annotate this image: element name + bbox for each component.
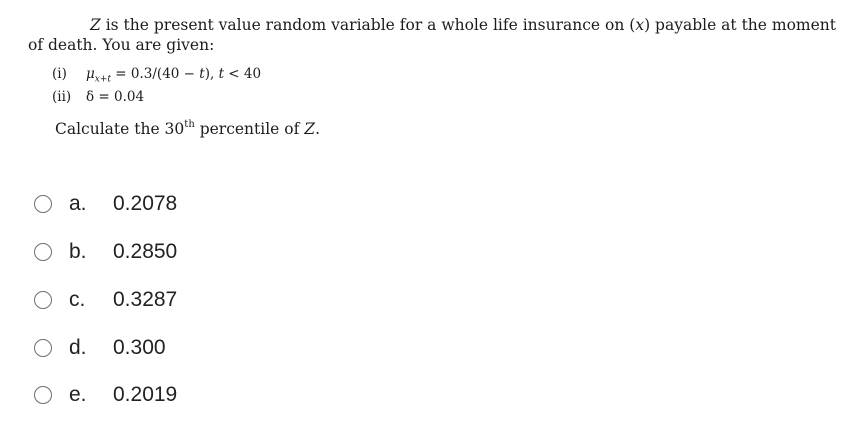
delta-value: δ = 0.04 bbox=[86, 89, 145, 105]
question-text-block bbox=[0, 0, 852, 150]
radio-button-icon[interactable] bbox=[34, 291, 52, 309]
option-d[interactable] bbox=[34, 333, 166, 363]
radio-button-icon[interactable] bbox=[34, 339, 52, 357]
option-a[interactable] bbox=[34, 189, 177, 219]
option-value: 0.2078 bbox=[113, 192, 178, 215]
given-number: (ii) bbox=[52, 89, 72, 105]
question-line-1: Z is the present value random variable for a whole life insurance on (x) payable at the moment bbox=[90, 16, 836, 34]
radio-button-icon[interactable] bbox=[34, 243, 52, 261]
option-value: 0.2019 bbox=[113, 383, 178, 406]
option-letter: d. bbox=[69, 336, 87, 359]
option-letter: c. bbox=[69, 288, 86, 311]
option-value: 0.2850 bbox=[113, 240, 178, 263]
question-prompt: Calculate the 30th percentile of Z. bbox=[55, 119, 320, 138]
variable-x: x bbox=[635, 16, 645, 34]
given-item-ii bbox=[52, 89, 144, 105]
given-item-i: (i) $\mu_{x+t} = 0.3/(40 - t)$, t < 40 bbox=[52, 66, 262, 85]
option-b[interactable] bbox=[34, 237, 177, 267]
option-value: 0.300 bbox=[113, 336, 166, 359]
question-line-2: of death. You are given: bbox=[28, 36, 215, 54]
option-e[interactable] bbox=[34, 380, 177, 410]
radio-button-icon[interactable] bbox=[34, 386, 52, 404]
option-letter: b. bbox=[69, 240, 87, 263]
variable-z: Z bbox=[90, 16, 101, 34]
mu-subscript: x+t bbox=[94, 74, 112, 85]
given-number: (i) bbox=[52, 66, 67, 82]
mu-symbol: μ bbox=[86, 66, 95, 82]
option-letter: e. bbox=[69, 383, 87, 406]
radio-button-icon[interactable] bbox=[34, 195, 52, 213]
option-letter: a. bbox=[69, 192, 87, 215]
option-value: 0.3287 bbox=[113, 288, 178, 311]
option-c[interactable] bbox=[34, 285, 177, 315]
